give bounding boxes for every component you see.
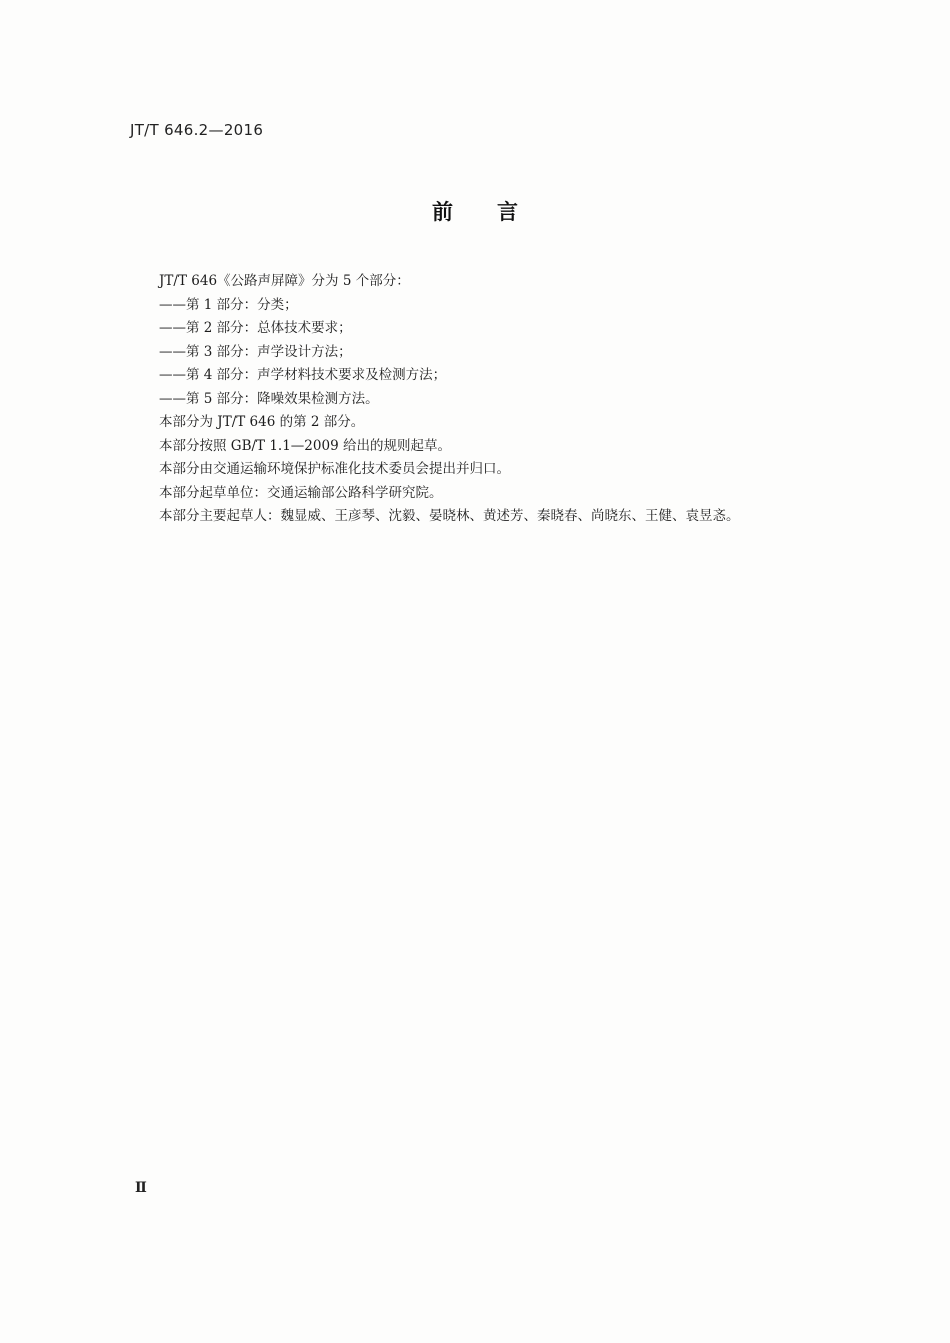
body-line-proposer: 本部分由交通运输环境保护标准化技术委员会提出并归口。 [159,461,510,477]
body-line-part-2: ——第 2 部分：总体技术要求； [159,320,352,336]
body-line-drafting-unit: 本部分起草单位：交通运输部公路科学研究院。 [159,484,443,501]
title-char-2: 言 [497,200,518,224]
body-line-parts-intro: JT/T 646《公路声屏障》分为 5 个部分： [159,273,410,289]
foreword-body [159,270,879,529]
document-code: JT/T 646.2—2016 [130,121,264,139]
body-line-part-1: ——第 1 部分：分类； [159,296,298,313]
body-line-part-3: ——第 3 部分：声学设计方法； [159,343,352,360]
body-line-this-part: 本部分为 JT/T 646 的第 2 部分。 [159,414,365,430]
body-line-part-5: ——第 5 部分：降噪效果检测方法。 [159,390,379,407]
body-line-drafting-rules: 本部分按照 GB/T 1.1—2009 给出的规则起草。 [159,437,451,454]
body-line-part-4: ——第 4 部分：声学材料技术要求及检测方法； [159,367,447,383]
title-char-1: 前 [432,200,453,224]
page-number: Ⅱ [135,1180,147,1196]
body-line-drafters: 本部分主要起草人：魏显威、王彦琴、沈毅、晏晓林、黄述芳、秦晓春、尚晓东、王健、袁昱忞。 [159,508,740,524]
page-title [0,196,950,226]
